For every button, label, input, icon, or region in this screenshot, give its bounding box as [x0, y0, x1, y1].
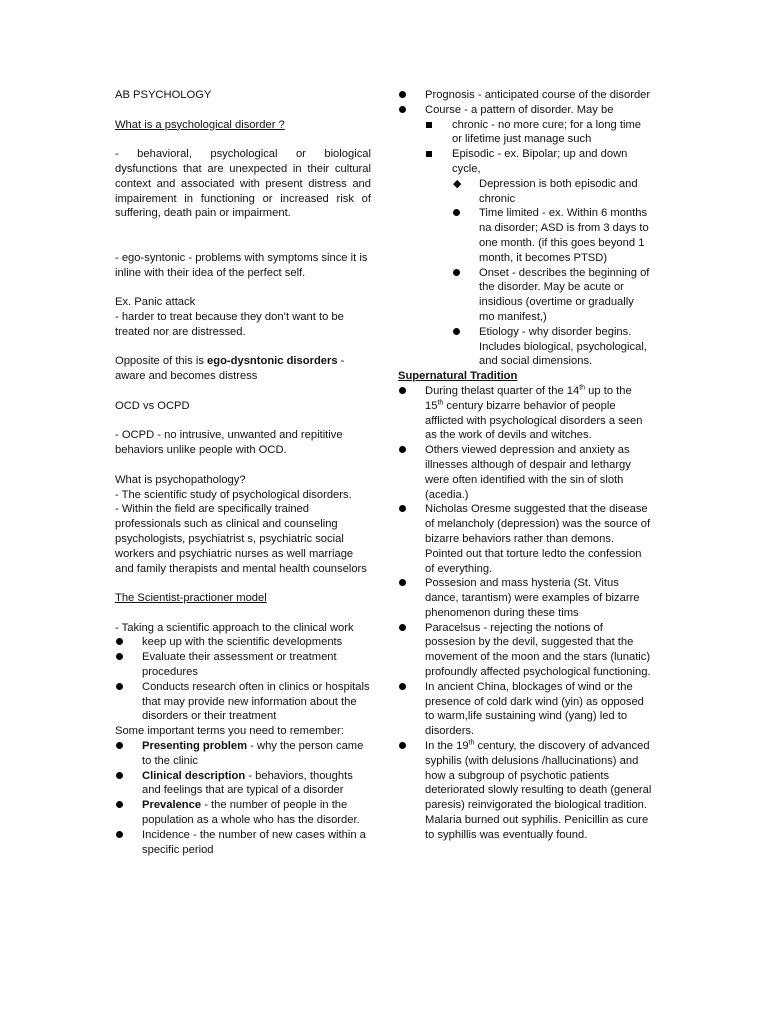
- list-item: Clinical description - behaviors, thoughts and feelings that are typical of a disorder: [115, 769, 371, 799]
- opposite-text: Opposite of this is: [115, 355, 208, 368]
- bullet-dot-icon: [399, 505, 406, 512]
- bullet-diamond-icon: ◆: [453, 177, 462, 190]
- bullet-dot-icon: [453, 209, 460, 216]
- list-item: Nicholas Oresme suggested that the disease of melancholy (depression) was the source of bizarre behaviors rather than demons. Pointed out that torture ledto the confession of everything.: [398, 502, 652, 576]
- bullet-dot-icon: [116, 683, 123, 690]
- terms-intro: Some important terms you need to remember:: [115, 725, 344, 738]
- bullet-dot-icon: [453, 269, 460, 276]
- panic-attack-example: Ex. Panic attack: [115, 296, 196, 309]
- document-title: AB PSYCHOLOGY: [115, 89, 212, 101]
- ego-syntonic-paragraph: - ego-syntonic - problems with symptoms since it is inline with their idea of the perfect self.: [115, 251, 368, 279]
- list-item: keep up with the scientific developments: [115, 635, 371, 650]
- psychopathology-question: What is psychopathology?: [115, 473, 246, 486]
- bullet-dot-icon: [399, 742, 406, 749]
- bullet-dot-icon: [399, 91, 406, 98]
- left-column: [115, 88, 371, 857]
- list-item: Episodic - ex. Bipolar; up and down cycle,: [425, 147, 652, 177]
- bullet-dot-icon: [399, 624, 406, 631]
- bullet-dot-icon: [116, 801, 123, 808]
- list-item: In ancient China, blockages of wind or the presence of cold dark wind (yin) as opposed to warm,life sustaining wind (yang) led to disorders.: [398, 680, 652, 739]
- list-item: Paracelsus - rejecting the notions of possesion by the devil, suggested that the movement of the moon and the stars (lunatic) profoundly affected psychological functioning.: [398, 621, 652, 680]
- professionals-paragraph: - Within the field are specifically trained professionals such as clinical and counseling psychologists, psychiatrist s, psychiatric social workers and psychiatric nurses as well marriage and family therapists and mental health counselors: [115, 503, 367, 575]
- bullet-dot-icon: [399, 387, 406, 394]
- bullet-dot-icon: [116, 653, 123, 660]
- list-item: During thelast quarter of the 14th up to the 15th century bizarre behavior of people afflicted with psychological disorders a seen as the work of devils and witches.: [398, 384, 652, 443]
- definition-paragraph: - behavioral, psychological or biological dysfunctions that are unexpected in their cultural context and associated with present distress and impairement in functioning or increased risk of suffering, death pain or impairment.: [115, 148, 371, 220]
- list-item: In the 19th century, the discovery of advanced syphilis (with delusions /hallucinations) and how a subgroup of psychotic patients deteriorated slowly resulting to death (general paresis) reinvigorated the biological tradition. Malaria burned out syphilis. Penicillin as cure to syphillis was eventually found.: [398, 739, 652, 843]
- list-item: Prognosis - anticipated course of the disorder: [398, 88, 652, 103]
- bullet-square-icon: [426, 151, 432, 157]
- bullet-dot-icon: [399, 446, 406, 453]
- bullet-dot-icon: [116, 638, 123, 645]
- ego-dystonic-term: ego-dysntonic disorders: [207, 355, 338, 368]
- right-column: [398, 88, 652, 843]
- bullet-dot-icon: [116, 742, 123, 749]
- opposite-text-end: - aware and becomes distress: [115, 355, 345, 383]
- ocpd-paragraph: - OCPD - no intrusive, unwanted and repititive behaviors unlike people with OCD.: [115, 429, 343, 457]
- opposite-paragraph: [115, 354, 371, 384]
- list-item: Others viewed depression and anxiety as illnesses although of despair and lethargy were often identified with the sin of sloth (acedia.): [398, 443, 652, 502]
- list-item: chronic - no more cure; for a long time or lifetime just manage such: [425, 118, 652, 148]
- scientific-approach-line: - Taking a scientific approach to the clinical work: [115, 621, 354, 634]
- bullet-dot-icon: [399, 106, 406, 113]
- bullet-square-icon: [426, 122, 432, 128]
- list-item: Course - a pattern of disorder. May be: [398, 103, 652, 118]
- list-item: Incidence - the number of new cases within a specific period: [115, 828, 371, 858]
- list-item: Presenting problem - why the person came to the clinic: [115, 739, 371, 769]
- supernatural-tradition-heading: Supernatural Tradition: [398, 370, 518, 383]
- bullet-dot-icon: [453, 328, 460, 335]
- heading-psychological-disorder: What is a psychological disorder ?: [115, 118, 285, 131]
- list-item: Time limited - ex. Within 6 months na disorder; ASD is from 3 days to one month. (if this goes beyond 1 month, it becomes PTSD): [452, 206, 652, 265]
- list-item: Prevalence - the number of people in the population as a whole who has the disorder.: [115, 798, 371, 828]
- ocd-heading: OCD vs OCPD: [115, 399, 190, 412]
- harder-to-treat-note: - harder to treat because they don’t want to be treated nor are distressed.: [115, 310, 344, 338]
- list-item: Evaluate their assessment or treatment procedures: [115, 650, 371, 680]
- scientist-practitioner-heading: The Scientist-practioner model: [115, 592, 267, 605]
- scientific-study-line: - The scientific study of psychological disorders.: [115, 488, 352, 501]
- list-item: Etiology - why disorder begins. Includes biological, psychological, and social dimensions.: [452, 325, 652, 369]
- bullet-dot-icon: [116, 831, 123, 838]
- list-item: ◆ Depression is both episodic and chronic: [453, 177, 638, 205]
- list-item: Onset - describes the beginning of the disorder. May be acute or insidious (overtime or gradually mo manifest,): [452, 266, 652, 325]
- list-item: Possesion and mass hysteria (St. Vitus dance, tarantism) were examples of bizarre phenomenon during these tims: [398, 576, 652, 620]
- bullet-dot-icon: [116, 772, 123, 779]
- bullet-dot-icon: [399, 683, 406, 690]
- bullet-dot-icon: [399, 579, 406, 586]
- list-item: Conducts research often in clinics or hospitals that may provide new information about the disorders or their treatment: [115, 680, 371, 724]
